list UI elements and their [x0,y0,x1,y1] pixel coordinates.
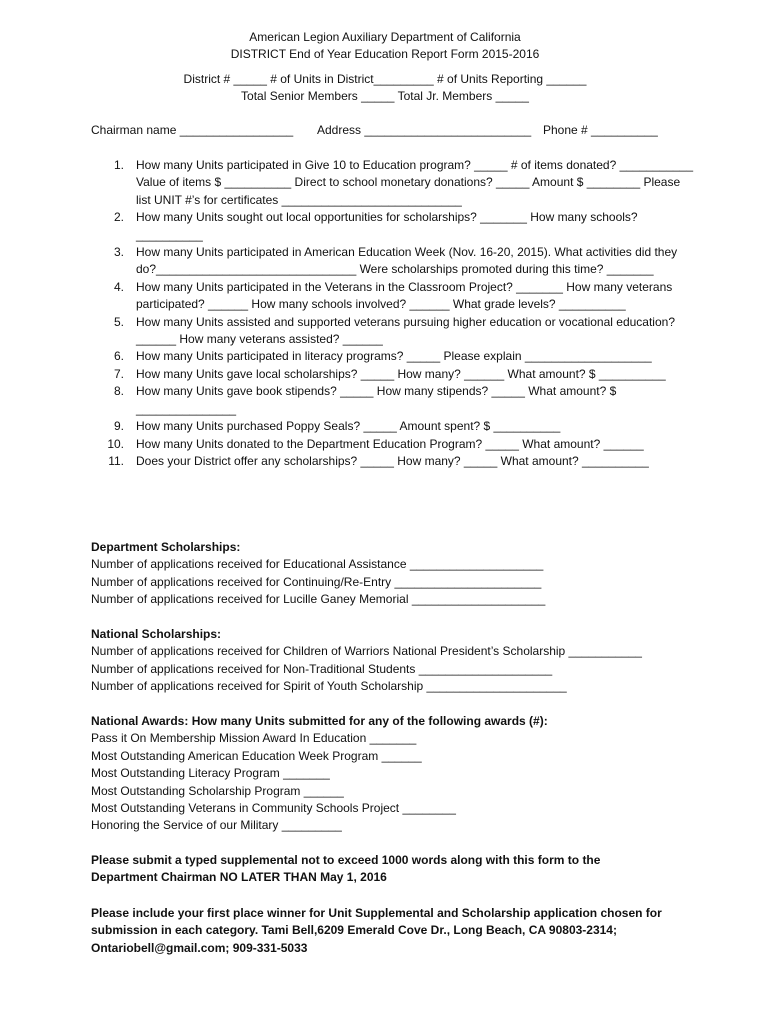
question-item [0,209,696,244]
question-number: 7. [113,366,124,381]
application-count-line: Number of applications received for Continuing/Re-Entry ______________________ [91,574,542,589]
question-text: How many Units gave local scholarships? _____ How many? ______ What amount? $ __________ [136,366,666,381]
question-number: 1. [113,158,124,172]
award-line: Pass it On Membership Mission Award In Education _______ [91,731,417,746]
question-item [0,279,696,314]
award-line: Most Outstanding American Education Week Program ______ [91,748,422,763]
question-text: How many Units donated to the Department Education Program? _____ What amount? ______ [136,436,644,451]
chairman-name-field: Chairman name _________________ [91,123,294,137]
note-line: submission in each category. Tami Bell,6209 Emerald Cove Dr., Long Beach, CA 90803-2314; [91,923,617,938]
award-line: Most Outstanding Veterans in Community Schools Project ________ [91,800,456,815]
application-count-line: Number of applications received for Lucille Ganey Memorial ____________________ [91,592,546,607]
award-line: Most Outstanding Literacy Program _______ [91,766,330,781]
note-line: Please include your first place winner for Unit Supplemental and Scholarship application chosen for [91,906,662,920]
members-info-line: Total Senior Members _____ Total Jr. Members _____ [241,89,529,104]
question-item [0,314,696,349]
questions-list [0,157,696,470]
application-count-line: Number of applications received for Children of Warriors National President’s Scholarship ___________ [91,644,642,659]
award-line: Most Outstanding Scholarship Program ______ [91,783,344,798]
question-number: 5. [113,314,124,329]
question-item [0,366,696,383]
question-number: 8. [113,384,124,399]
question-text: How many Units participated in Give 10 to Education program? _____ # of items donated? ___________ Value of items $ __________ Direct to school monetary donations? _____ Amount $ ________ Please list UNIT #’s for certificates ___________________________ [136,158,694,207]
question-number: 3. [113,245,124,260]
section-heading: National Awards: How many Units submitted for any of the following awards (#): [91,714,548,728]
form-org-title: American Legion Auxiliary Department of California [249,30,521,44]
question-number: 10. [107,436,124,451]
question-text: How many Units participated in American Education Week (Nov. 16-20, 2015). What activities did they do?______________________________ Were scholarships promoted during this time? _______ [136,245,678,277]
note-line: Please submit a typed supplemental not to exceed 1000 words along with this form to the [91,853,601,867]
question-number: 4. [113,279,124,294]
question-text: How many Units participated in literacy programs? _____ Please explain ___________________ [136,349,652,364]
form-header [0,29,770,106]
application-count-line: Number of applications received for Educational Assistance ____________________ [91,557,544,572]
question-text: How many Units sought out local opportunities for scholarships? _______ How many schools? __________ [136,210,638,242]
question-number: 6. [113,349,124,364]
question-text: How many Units gave book stipends? _____ How many stipends? _____ What amount? $ _______________ [136,384,617,416]
question-item [0,244,696,279]
question-text: How many Units assisted and supported veterans pursuing higher education or vocational education? ______ How many veterans assisted? ______ [136,314,675,347]
department-scholarships-section [91,539,711,609]
question-text: How many Units participated in the Veterans in the Classroom Project? _______ How many veterans participated? ______ How many schools involved? ______ What grade levels? __________ [136,279,673,312]
question-number: 11. [108,453,124,468]
national-awards-section [91,713,711,835]
application-count-line: Number of applications received for Non-Traditional Students ____________________ [91,661,553,676]
winner-submission-note [91,905,711,957]
submission-deadline-note [91,852,711,887]
contact-line: Ontariobell@gmail.com; 909-331-5033 [91,940,308,955]
question-item [0,157,696,209]
form-title: DISTRICT End of Year Education Report Form 2015-2016 [230,47,540,62]
application-count-line: Number of applications received for Spirit of Youth Scholarship _____________________ [91,679,567,694]
question-item [0,348,696,365]
section-heading: Department Scholarships: [91,540,241,554]
chairman-phone-field: Phone # __________ [543,123,658,137]
question-item [0,383,696,418]
district-info-line: District # _____ # of Units in District_________ # of Units Reporting ______ [183,71,587,86]
question-number: 2. [113,210,124,225]
question-item [0,436,696,453]
question-number: 9. [113,419,124,434]
note-line: Department Chairman NO LATER THAN May 1, 2016 [91,870,387,885]
question-item [0,453,696,470]
question-text: Does your District offer any scholarships? _____ How many? _____ What amount? __________ [136,453,649,468]
section-heading: National Scholarships: [91,627,222,641]
award-line: Honoring the Service of our Military _________ [91,818,342,833]
chairman-address-field: Address _________________________ [317,123,532,137]
national-scholarships-section [91,626,711,696]
question-text: How many Units purchased Poppy Seals? _____ Amount spent? $ __________ [136,419,561,434]
question-item [0,418,696,435]
